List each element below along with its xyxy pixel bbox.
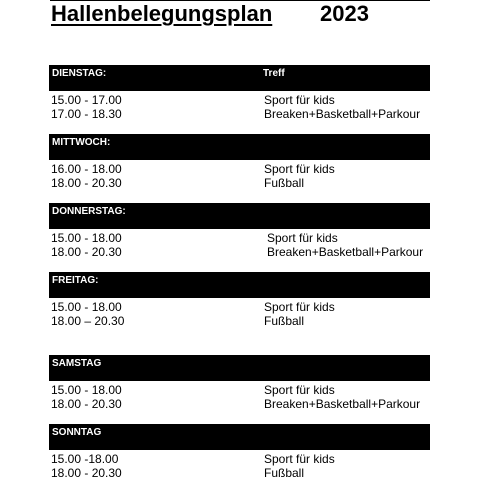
activity: Fußball xyxy=(264,314,305,328)
time-slot: 17.00 - 18.30 xyxy=(51,107,122,121)
day-header-sonntag xyxy=(49,424,430,450)
day-label: MITTWOCH: xyxy=(52,137,111,148)
activity: Sport für kids xyxy=(267,231,338,245)
schedule-row xyxy=(51,176,431,190)
page-title: Hallenbelegungsplan xyxy=(51,1,273,26)
schedule-row xyxy=(51,162,431,176)
schedule-row xyxy=(51,314,431,328)
schedule-row xyxy=(51,397,431,411)
time-slot: 15.00 - 18.00 xyxy=(51,300,122,314)
day-label: SONNTAG xyxy=(52,427,102,438)
schedule-row xyxy=(51,93,431,107)
activity: Breaken+Basketball+Parkour xyxy=(264,397,421,411)
activity: Breaken+Basketball+Parkour xyxy=(267,245,424,259)
activity: Sport für kids xyxy=(264,300,335,314)
day-header-mittwoch xyxy=(49,134,430,160)
activity: Fußball xyxy=(264,466,305,480)
page-year: 2023 xyxy=(320,1,369,26)
time-slot: 15.00 - 17.00 xyxy=(51,93,122,107)
activity: Sport für kids xyxy=(264,452,335,466)
activity: Breaken+Basketball+Parkour xyxy=(264,107,421,121)
schedule-row xyxy=(51,383,431,397)
schedule-row xyxy=(51,452,431,466)
activity: Sport für kids xyxy=(264,93,335,107)
day-label: SAMSTAG xyxy=(52,358,102,369)
time-slot: 18.00 - 20.30 xyxy=(51,466,122,480)
schedule-row xyxy=(51,300,431,314)
activity: Sport für kids xyxy=(264,162,335,176)
time-slot: 15.00 - 18.00 xyxy=(51,383,122,397)
day-extra-label: Treff xyxy=(263,68,285,79)
time-slot: 15.00 - 18.00 xyxy=(51,231,122,245)
time-slot: 18.00 – 20.30 xyxy=(51,314,125,328)
activity: Sport für kids xyxy=(264,383,335,397)
schedule-row xyxy=(51,231,431,245)
day-label: DONNERSTAG: xyxy=(52,206,126,217)
activity: Fußball xyxy=(264,176,305,190)
day-label: FREITAG: xyxy=(52,275,99,286)
day-header-freitag xyxy=(49,272,430,298)
day-label: DIENSTAG: xyxy=(52,68,107,79)
time-slot: 18.00 - 20.30 xyxy=(51,245,122,259)
day-header-dienstag xyxy=(49,65,430,91)
schedule-row xyxy=(51,107,431,121)
day-header-donnerstag xyxy=(49,203,430,229)
day-header-samstag xyxy=(49,355,430,381)
time-slot: 16.00 - 18.00 xyxy=(51,162,122,176)
time-slot: 18.00 - 20.30 xyxy=(51,397,122,411)
time-slot: 15.00 -18.00 xyxy=(51,452,119,466)
time-slot: 18.00 - 20.30 xyxy=(51,176,122,190)
schedule-row xyxy=(51,245,431,259)
schedule-row xyxy=(51,466,431,480)
